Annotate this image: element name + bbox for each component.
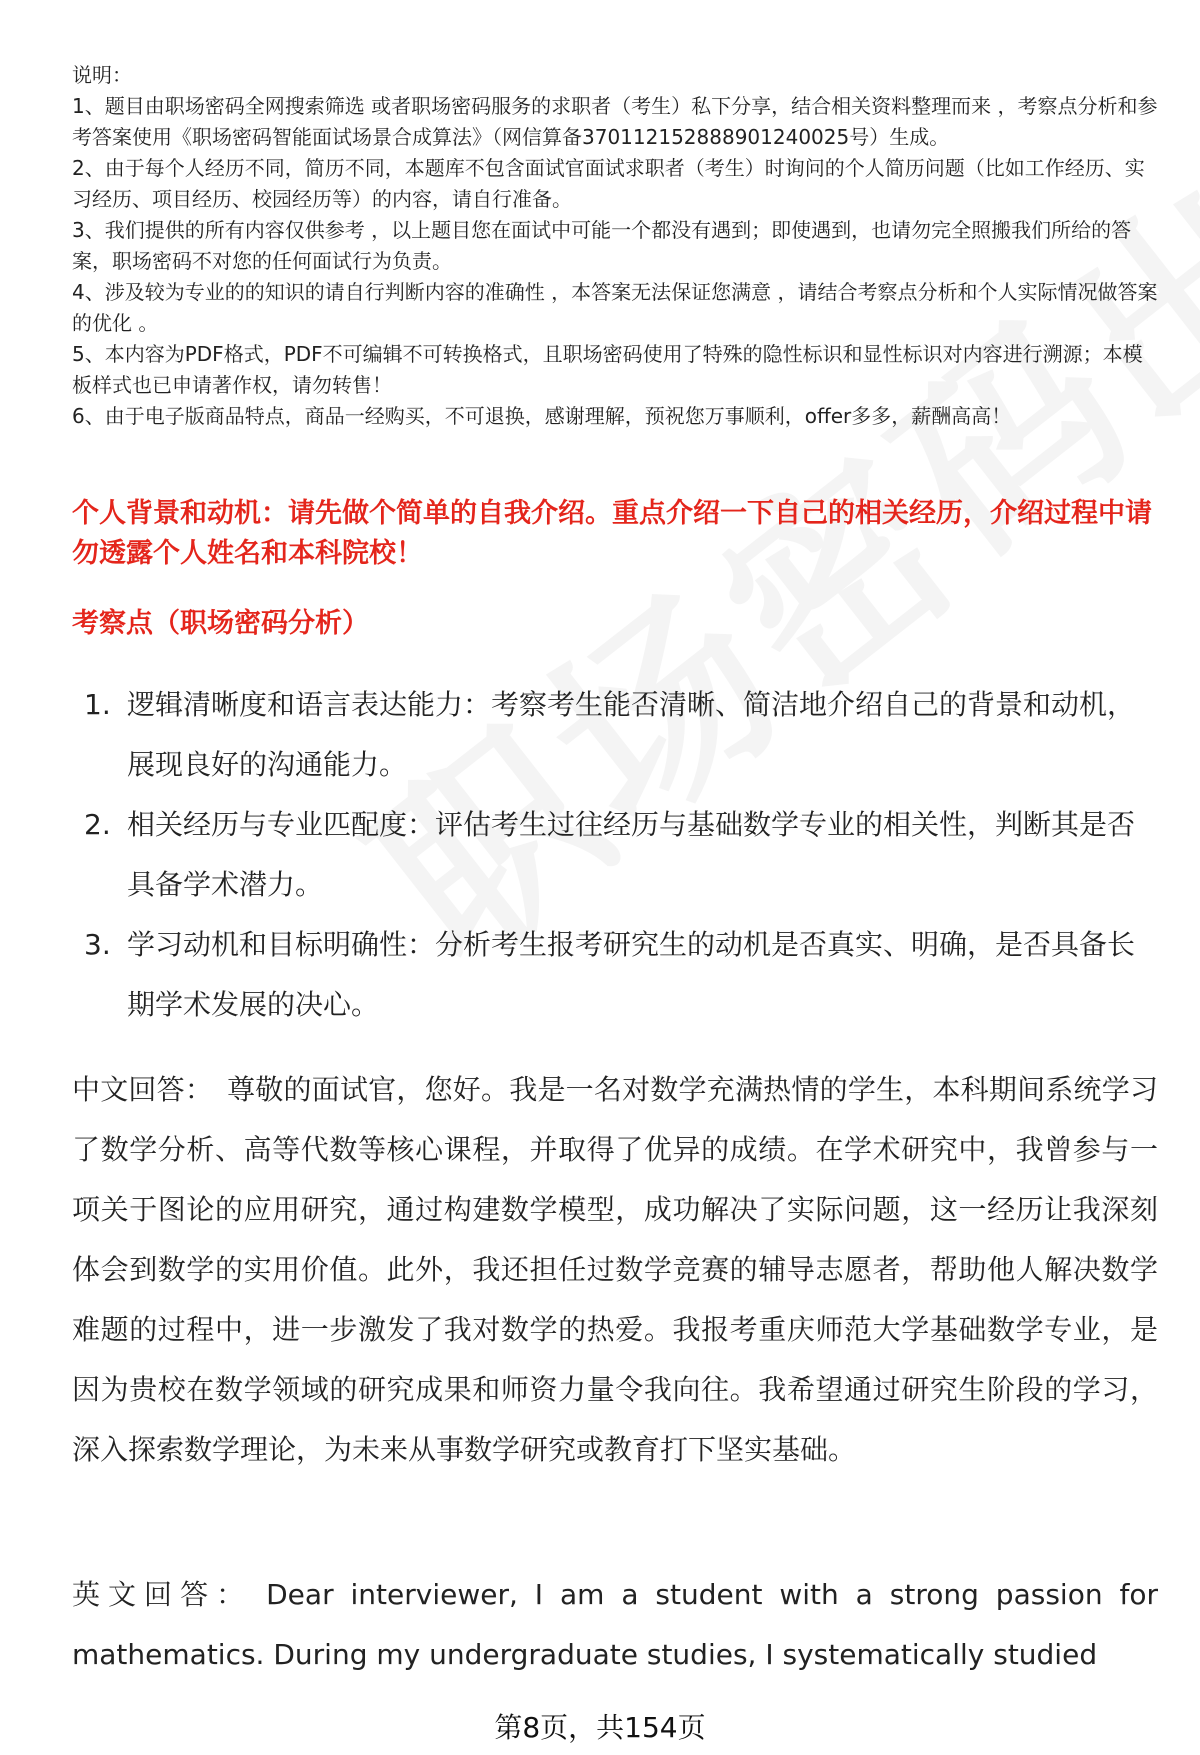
chinese-answer-text: 尊敬的面试官，您好。我是一名对数学充满热情的学生，本科期间系统学习了数学分析、高等代数等核心课程，并取得了优异的成绩。在学术研究中，我曾参与一项关于图论的应用研究，通过构建数学模型，成功解决了实际问题，这一经历让我深刻体会到数学的实用价值。此外，我还担任过数学竞赛的辅导志愿者，帮助他人解决数学难题的过程中，进一步激发了我对数学的热爱。我报考重庆师范大学基础数学专业，是因为贵校在数学领域的研究成果和师资力量令我向往。我希望通过研究生阶段的学习，深入探索数学理论，为未来从事数学研究或教育打下坚实基础。 (72, 1073, 1158, 1466)
notes-title: 说明： (72, 63, 132, 87)
analysis-point (72, 675, 1152, 795)
analysis-point (72, 795, 1152, 915)
note-item: 5、本内容为PDF格式，PDF不可编辑不可转换格式，且职场密码使用了特殊的隐性标识和显性标识对内容进行溯源；本模板样式也已申请著作权，请勿转售！ (72, 342, 1143, 397)
note-item: 3、我们提供的所有内容仅供参考 ，以上题目您在面试中可能一个都没有遇到；即使遇到，也请勿完全照搬我们所给的答案，职场密码不对您的任何面试行为负责。 (72, 218, 1132, 273)
point-text: 学习动机和目标明确性：分析考生报考研究生的动机是否真实、明确，是否具备长期学术发展的决心。 (127, 928, 1136, 1021)
english-answer-label: 英文回答： (72, 1578, 253, 1611)
page-number: 第8页，共154页 (494, 1711, 706, 1744)
english-answer (72, 1565, 1158, 1685)
point-number: 3. (84, 928, 111, 961)
analysis-points-list (72, 675, 1152, 1035)
chinese-answer (72, 1060, 1158, 1480)
question-heading: 个人背景和动机：请先做个简单的自我介绍。重点介绍一下自己的相关经历，介绍过程中请勿透露个人姓名和本科院校！ (72, 498, 1152, 569)
chinese-answer-label: 中文回答： (72, 1073, 214, 1106)
note-item: 1、题目由职场密码全网搜索筛选 或者职场密码服务的求职者（考生）私下分享，结合相关资料整理而来 ，考察点分析和参考答案使用《职场密码智能面试场景合成算法》（网信算备370112152888901240025号）生成。 (72, 94, 1158, 149)
point-number: 2. (84, 808, 111, 841)
english-answer-text: Dear interviewer, I am a student with a strong passion for mathematics. During my undergraduate studies, I systematically studied (72, 1578, 1158, 1671)
analysis-heading: 考察点（职场密码分析） (72, 608, 369, 639)
note-item: 2、由于每个人经历不同，简历不同，本题库不包含面试官面试求职者（考生）时询问的个人简历问题（比如工作经历、实习经历、项目经历、校园经历等）的内容，请自行准备。 (72, 156, 1145, 211)
point-text: 相关经历与专业匹配度：评估考生过往经历与基础数学专业的相关性，判断其是否具备学术潜力。 (127, 808, 1136, 901)
analysis-point (72, 915, 1152, 1035)
point-text: 逻辑清晰度和语言表达能力：考察考生能否清晰、简洁地介绍自己的背景和动机，展现良好的沟通能力。 (127, 688, 1136, 781)
disclaimer-notes (72, 60, 1162, 432)
point-number: 1. (84, 688, 111, 721)
note-item: 6、由于电子版商品特点，商品一经购买，不可退换，感谢理解，预祝您万事顺利，offer多多，薪酬高高！ (72, 404, 1012, 428)
note-item: 4、涉及较为专业的的知识的请自行判断内容的准确性 ，本答案无法保证您满意 ，请结合考察点分析和个人实际情况做答案的优化 。 (72, 280, 1158, 335)
